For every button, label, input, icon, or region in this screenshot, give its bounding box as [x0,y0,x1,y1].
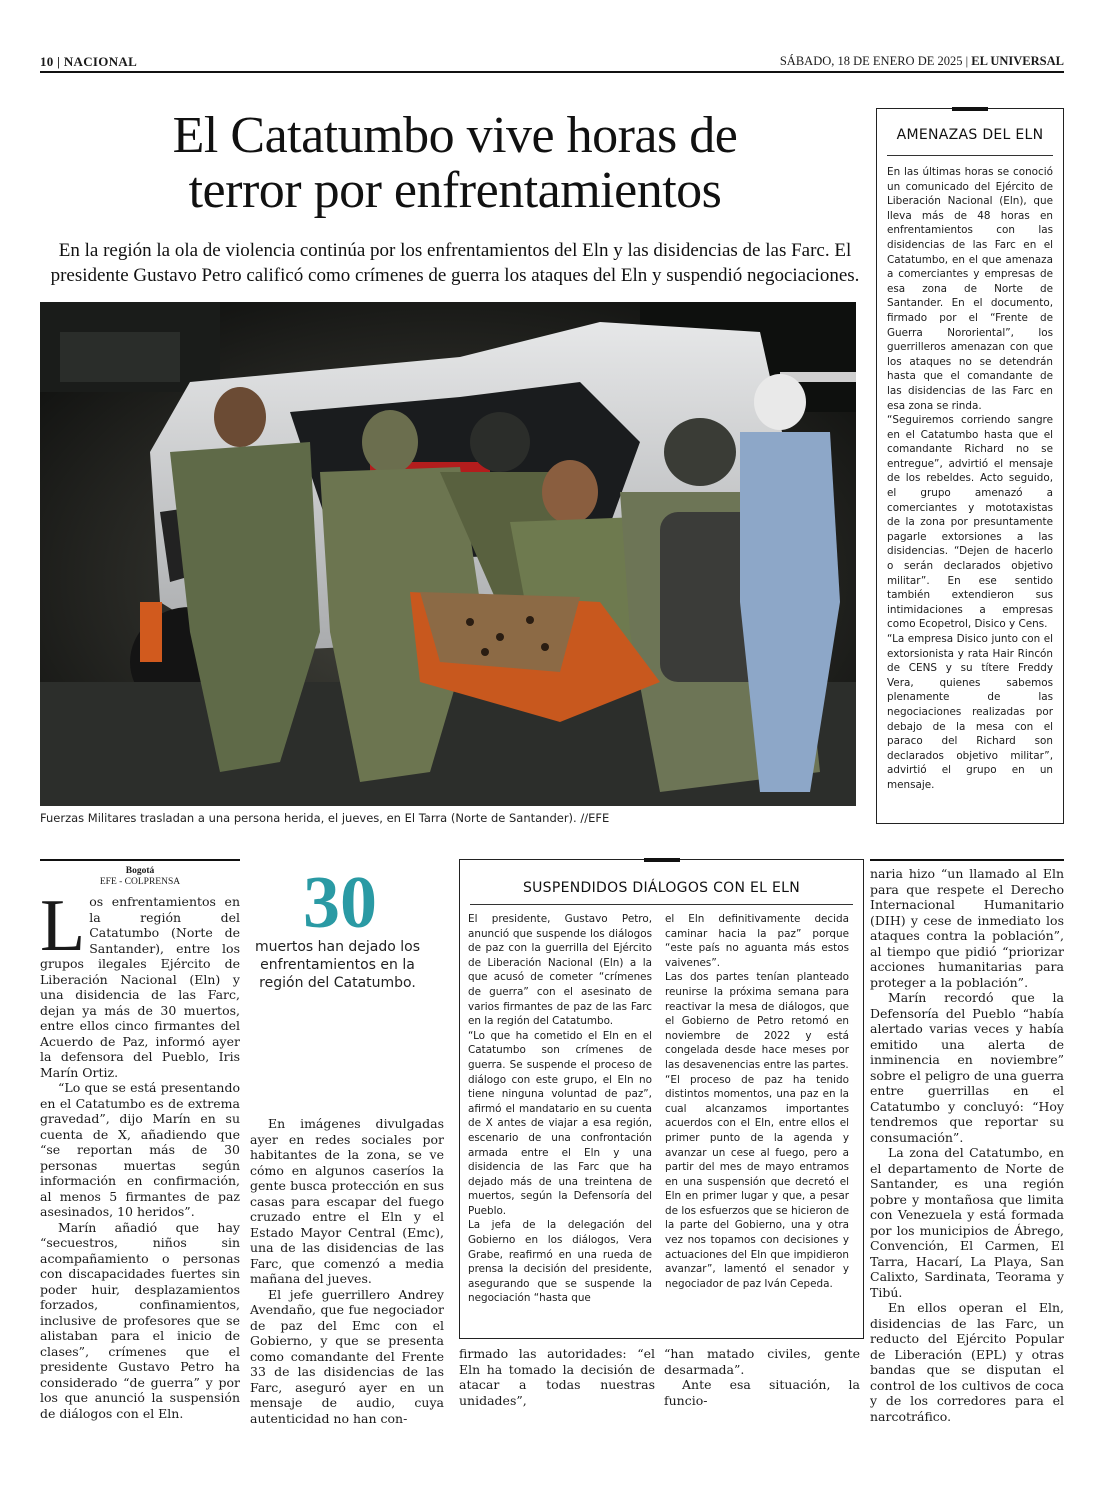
column-rule [870,859,1064,861]
article-paragraph: El jefe guerrillero Andrey Avendaño, que fue negociador de paz del Emc con el Gobierno, y que se presenta como comandante del Frente 33 de las disidencias de las Farc, aseguró ayer en un mensaje de audio, cuya autenticidad no han con- [250,1286,444,1426]
article-paragraph: “han matado civiles, gente desarmada”. [664,1346,860,1377]
sidebar-box [876,108,1064,824]
page-header [40,54,1064,72]
newspaper-name: EL UNIVERSAL [971,54,1064,68]
sidebar-top-bar [952,107,988,111]
inset-column-right [665,912,849,1291]
dek-line-1: En la región la ola de violencia continúa por los enfrentamientos del Eln y las disidencias de las Farc. El [58,240,852,261]
inset-paragraph: “Lo que ha cometido el Eln en el Catatumbo son crímenes de guerra. Se suspende el proceso de diálogo con este grupo, el Eln no tiene ninguna voluntad de paz”, afirmó el mandatario en su cuenta de X antes de viajar a esa región, escenario de una confrontación armada entre el Eln y una disidencia de las Farc que ha dejado más de una treintena de muertos, según la Defensoría del Pueblo. [468,1029,652,1217]
inset-paragraph: La jefa de la delegación del Gobierno en los diálogos, Vera Grabe, reafirmó en una rueda de prensa la decisión del presidente, asegurando que se suspende la negociación “hasta que [468,1219,652,1305]
inset-paragraph: El presidente, Gustavo Petro, anunció que suspende los diálogos de paz con la guerrilla del Ejército de Liberación Nacional (Eln) a la que acusó de cometer “crímenes de guerra” con el asesinato de varios firmantes de paz de las Farc en la región del Catatumbo. [468,913,652,1028]
article-paragraph: La zona del Catatumbo, en el departamento de Norte de Santander, es una región pobre y montañosa que limita con Venezuela y está formada por los municipios de Ábrego, Convención, El Carmen, El Tarra, Hacarí, La Playa, San Calixto, Sardinata, Teorama y Tibú. [870,1145,1064,1300]
article-column-5 [870,866,1064,1424]
drop-cap: L [40,885,86,967]
article-column-3 [459,1346,655,1408]
article-paragraph: En ellos operan el Eln, disidencias de las Farc, un reducto del Ejército Popular de Liberación (EPL) y otras bandas que se disputan el control de los cultivos de coca y de los corredores para el narcotráfico. [870,1300,1064,1424]
inset-title-rule [470,904,853,905]
article-paragraph: Marín añadió que hay “secuestros, niños sin acompañamiento o personas con discapacidades fuertes sin poder huir, desplazamientos forzados, confinamientos, inclusive de profesores que se alistaban para el inicio de clases”, crímenes que el presidente Gustavo Petro ha considerado “de guerra” y por los que anunció la suspensión de diálogos con el Eln. [40,1219,240,1421]
article-paragraph: naria hizo “un llamado al Eln para que respete el Derecho Internacional Humanitario (DIH) y cese de inmediato los ataques contra la población”, al tiempo que pidió “priorizar acciones humanitarias para proteger a la población”. [870,866,1064,990]
sidebar-body [887,165,1053,793]
dek-line-2: presidente Gustavo Petro calificó como crímenes de guerra los ataques del Eln y suspendió negociaciones. [50,265,860,286]
page-date-paper [780,54,1064,69]
sidebar-paragraph: “La empresa Disico junto con el extorsionista y rata Hair Rincón de CENS y su títere Freddy Vera, quienes sabemos plenamente de las negociaciones realizadas por debajo de la mesa con el paraco del Richard son declarados objetivo militar”, advirtió el grupo en un mensaje. [887,633,1053,791]
byline-city: Bogotá [125,866,155,876]
headline [40,108,870,218]
column-rule [40,859,240,861]
inset-column-left [468,912,652,1306]
article-paragraph: firmado las autoridades: “el Eln ha tomado la decisión de atacar a todas nuestras unidades”, [459,1346,655,1408]
article-paragraph: Marín recordó que la Defensoría del Pueblo “había alertado varias veces y había emitido una alerta de inminencia en noviembre” sobre el peligro de una guerra entre guerrillas en el Catatumbo y concluyó: “Hoy tendremos que reportar su consumación”. [870,990,1064,1145]
sidebar-title-rule [887,155,1053,156]
article-column-1 [40,885,240,1421]
inset-paragraph: Las dos partes tenían planteado reunirse la próxima semana para reactivar la mesa de diálogos, que el Gobierno de Petro retomó en noviembre de 2022 y está congelada desde hace meses por las desavenencias entre las partes. [665,971,849,1071]
article-column-4 [664,1346,860,1408]
header-rule [40,71,1064,73]
page-section-label: 10 | NACIONAL [40,54,138,69]
sidebar-paragraph: En las últimas horas se conoció un comunicado del Ejército de Liberación Nacional (Eln), que lleva más de 48 horas en enfrentamientos con las disidencias de las Farc en el Catatumbo, en el que amenaza a comerciantes y empresas de esa zona de Norte de Santander. En el documento, firmado por el “Frente de Guerra Nororiental”, los guerrilleros amenazan con que los ataques no se detendrán hasta que el comandante de las disidencias de las Farc en esa zona se rinda. [887,166,1053,412]
headline-line-2: terror por enfrentamientos [188,162,722,219]
article-column-2 [250,1116,444,1426]
stat-description: muertos han dejado los enfrentamientos en la región del Catatumbo. [254,939,421,991]
page-date: SÁBADO, 18 DE ENERO DE 2025 | [779,54,972,68]
inset-top-bar [644,858,680,862]
headline-line-1: El Catatumbo vive horas de [172,107,738,164]
inset-paragraph: el Eln definitivamente decida caminar hacia la paz” porque “este país no aguanta más estos vaivenes”. [665,913,849,969]
news-photo [40,302,856,806]
sidebar-paragraph: “Seguiremos corriendo sangre en el Catatumbo hasta que el comandante Richard no se entregue”, advirtió el mensaje de los rebeldes. Acto seguido, el grupo amenazó a comerciantes y mototaxistas de la zona por presuntamente pagarle extorsiones a las disidencias. “Dejen de hacerlo o serán declarados objetivo militar”. En ese sentido también extendieron sus intimidaciones a empresas como Ecopetrol, Disico y Cens. [887,414,1053,631]
inset-box [459,859,864,1339]
dek [40,238,870,288]
stat-number: 30 [303,862,377,944]
inset-title: SUSPENDIDOS DIÁLOGOS CON EL ELN [522,880,801,896]
photo-illustration [40,302,856,806]
article-paragraph: En imágenes divulgadas ayer en redes sociales por habitantes de la zona, se ve cómo en algunos caseríos la gente busca protección en sus casas para escapar del fuego cruzado entre el Eln y el Estado Mayor Central (Emc), una de las disidencias de las Farc, que comenzó a media mañana del jueves. [250,1116,444,1286]
photo-caption: Fuerzas Militares trasladan a una persona herida, el jueves, en El Tarra (Norte de Santander). //EFE [40,811,610,825]
article-paragraph: Ante esa situación, la funcio- [664,1377,860,1408]
inset-paragraph: “El proceso de paz ha tenido distintos momentos, una paz en la cual alcanzamos importantes acuerdos con el Eln, entre ellos el primer punto de la agenda y avanzar un cese al fuego, pero a partir del mes de mayo entramos en una suspensión que decretó el Eln en primer lugar y que, a pesar de los esfuerzos que se hicieron de la parte del Gobierno, una y otra vez nos topamos con decisiones y actuaciones del Eln que impidieron avanzar”, lamentó el senador y negociador de paz Iván Cepeda. [665,1073,849,1290]
article-paragraph: “Lo que se está presentando en el Catatumbo es de extrema gravedad”, dijo Marín en su cuenta de X, añadiendo que “se reportan más de 30 personas muertas según información en confirmación, al menos 5 firmantes de paz asesinados, 10 heridos”. [40,1080,240,1219]
article-paragraph: os enfrentamientos en la región del Catatumbo (Norte de Santander), entre los grupos ilegales Ejército de Liberación Nacional (Eln) y una disidencia de las Farc, dejan ya más de 30 muertos, entre ellos cinco firmantes del Acuerdo de Paz, informó ayer la defensora del Pueblo, Iris Marín Ortiz. [40,894,240,1080]
byline-agency: EFE - COLPRENSA [99,877,181,887]
sidebar-title: AMENAZAS DEL ELN [896,127,1044,143]
